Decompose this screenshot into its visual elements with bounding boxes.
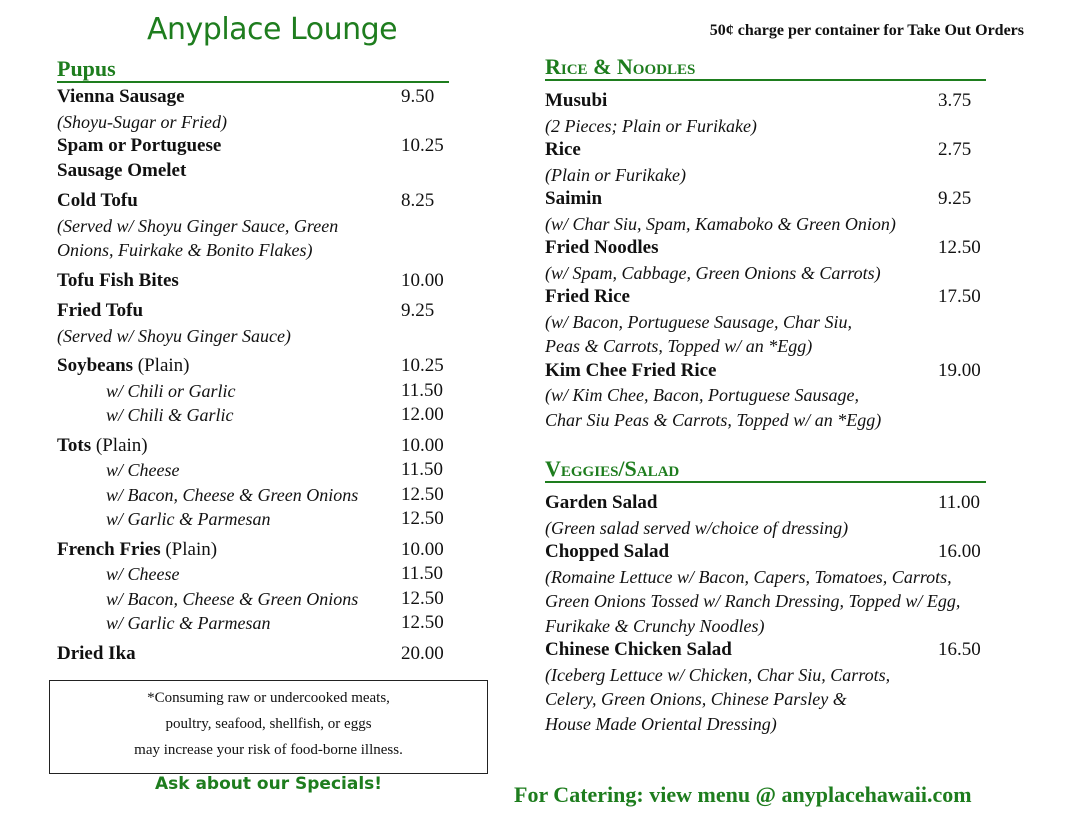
menu-item-soybeans	[57, 354, 449, 428]
menu-item-chinese-chicken-salad	[545, 638, 986, 736]
option-price: 11.50	[401, 379, 444, 401]
item-name: Saimin	[545, 188, 603, 209]
item-option	[57, 483, 449, 508]
item-price: 19.00	[938, 359, 981, 381]
menu-item-cold-tofu	[57, 189, 449, 263]
item-note: (Plain)	[91, 434, 148, 456]
item-description: (w/ Spam, Cabbage, Green Onions & Carrots)	[545, 262, 881, 283]
item-description-line2: Onions, Fuirkake & Bonito Flakes)	[57, 240, 313, 260]
option-price: 12.50	[401, 483, 444, 505]
menu-item-fried-noodles	[545, 236, 986, 285]
item-name: Rice	[545, 139, 581, 160]
item-price: 10.00	[401, 269, 444, 291]
item-name-line2: Sausage Omelet	[57, 159, 187, 181]
item-price: 9.50	[401, 86, 435, 107]
item-name: Tots	[57, 434, 92, 456]
item-price: 11.00	[938, 492, 981, 513]
menu-item-rice	[545, 138, 986, 187]
item-price: 9.25	[938, 188, 972, 209]
item-note: (Plain)	[133, 355, 190, 376]
restaurant-title: Anyplace Lounge	[147, 12, 398, 47]
item-price: 10.00	[401, 434, 444, 456]
menu-item-fried-tofu	[57, 299, 449, 348]
option-name: w/ Bacon, Cheese & Green Onions	[106, 484, 359, 505]
item-description: (Shoyu-Sugar or Fried)	[57, 111, 227, 132]
item-name: Fried Rice	[545, 286, 630, 307]
item-description-line2: Peas & Carrots, Topped w/ an *Egg)	[545, 336, 813, 356]
item-description: (Plain or Furikake)	[545, 164, 686, 185]
option-name: w/ Bacon, Cheese & Green Onions	[106, 588, 359, 609]
item-name: Chinese Chicken Salad	[545, 639, 732, 660]
item-price: 17.50	[938, 286, 981, 307]
item-option	[57, 562, 449, 587]
item-option	[57, 403, 449, 428]
item-name: Garden Salad	[545, 492, 658, 513]
item-description: (Iceberg Lettuce w/ Chicken, Char Siu, Carrots,	[545, 664, 891, 685]
pupus-column	[57, 58, 449, 666]
menu-item-tots	[57, 434, 449, 532]
menu-item-vienna-sausage	[57, 85, 449, 134]
item-price: 10.00	[401, 538, 444, 560]
option-price: 12.00	[401, 404, 444, 425]
item-description-line2: Celery, Green Onions, Chinese Parsley &	[545, 689, 847, 709]
option-name: w/ Chili or Garlic	[106, 380, 236, 401]
item-name: Vienna Sausage	[57, 86, 185, 107]
item-price: 2.75	[938, 139, 972, 160]
menu-item-tofu-fish-bites	[57, 269, 449, 294]
menu-item-dried-ika	[57, 642, 449, 667]
item-name: French Fries	[57, 538, 161, 560]
item-description: (Served w/ Shoyu Ginger Sauce, Green	[57, 215, 339, 236]
item-name: Cold Tofu	[57, 190, 138, 211]
item-description: (Green salad served w/choice of dressing)	[545, 517, 849, 538]
item-option	[57, 507, 449, 532]
item-description: (Served w/ Shoyu Ginger Sauce)	[57, 325, 291, 346]
item-description-line3: Furikake & Crunchy Noodles)	[545, 615, 765, 636]
item-price: 20.00	[401, 642, 444, 664]
item-description-line2: Char Siu Peas & Carrots, Topped w/ an *Egg)	[545, 409, 882, 430]
item-name: Spam or Portuguese	[57, 135, 222, 156]
option-price: 11.50	[401, 459, 444, 480]
item-name: Musubi	[545, 90, 608, 111]
item-name: Fried Tofu	[57, 300, 144, 321]
item-option	[57, 458, 449, 483]
item-price: 10.25	[401, 135, 444, 156]
item-description: (w/ Bacon, Portuguese Sausage, Char Siu,	[545, 311, 852, 332]
item-description: (w/ Kim Chee, Bacon, Portuguese Sausage,	[545, 385, 859, 405]
item-option	[57, 611, 449, 636]
item-price: 16.50	[938, 639, 981, 660]
menu-item-french-fries	[57, 538, 449, 636]
menu-item-musubi	[545, 89, 986, 138]
item-price: 16.00	[938, 541, 981, 562]
item-description: (2 Pieces; Plain or Furikake)	[545, 115, 757, 136]
pupus-heading: Pupus	[57, 58, 449, 83]
takeout-note: 50¢ charge per container for Take Out Orders	[709, 22, 1024, 39]
item-name: Kim Chee Fried Rice	[545, 359, 717, 381]
menu-item-spam-omelet	[57, 134, 449, 183]
item-note: (Plain)	[160, 538, 218, 560]
rice-noodles-heading: Rice & Noodles	[545, 56, 986, 81]
item-name: Chopped Salad	[545, 541, 670, 562]
item-price: 12.50	[938, 237, 981, 258]
item-description-line3: House Made Oriental Dressing)	[545, 713, 777, 734]
option-price: 12.50	[401, 587, 444, 609]
menu-item-chopped-salad	[545, 540, 986, 638]
veggies-salad-heading: Veggies/Salad	[545, 458, 986, 483]
item-description: (w/ Char Siu, Spam, Kamaboko & Green Onion)	[545, 213, 896, 234]
food-safety-notice	[49, 680, 488, 774]
menu-item-fried-rice	[545, 285, 986, 359]
item-name: Dried Ika	[57, 642, 136, 664]
item-option	[57, 379, 449, 404]
option-name: w/ Cheese	[106, 564, 180, 584]
option-name: w/ Cheese	[106, 460, 180, 480]
rice-noodles-column	[545, 56, 986, 736]
option-name: w/ Garlic & Parmesan	[106, 613, 271, 633]
option-name: w/ Chili & Garlic	[106, 405, 234, 425]
item-description-line2: Green Onions Tossed w/ Ranch Dressing, Topped w/ Egg,	[545, 591, 961, 611]
item-price: 9.25	[401, 300, 435, 321]
item-name: Soybeans	[57, 355, 134, 376]
notice-line: may increase your risk of food-borne illness.	[134, 742, 403, 758]
item-price: 10.25	[401, 355, 444, 376]
item-name: Fried Noodles	[545, 237, 659, 258]
menu-item-saimin	[545, 187, 986, 236]
notice-line: poultry, seafood, shellfish, or eggs	[165, 716, 372, 732]
item-name: Tofu Fish Bites	[57, 269, 179, 291]
item-option	[57, 587, 449, 612]
item-price: 3.75	[938, 90, 972, 111]
option-name: w/ Garlic & Parmesan	[106, 509, 271, 529]
notice-line: *Consuming raw or undercooked meats,	[147, 690, 390, 706]
option-price: 12.50	[401, 508, 444, 529]
option-price: 12.50	[401, 612, 444, 633]
catering-link[interactable]: For Catering: view menu @ anyplacehawaii.com	[514, 782, 972, 807]
option-price: 11.50	[401, 563, 444, 584]
item-price: 8.25	[401, 190, 435, 211]
specials-callout: Ask about our Specials!	[154, 774, 383, 794]
menu-item-garden-salad	[545, 491, 986, 540]
item-description: (Romaine Lettuce w/ Bacon, Capers, Tomatoes, Carrots,	[545, 566, 952, 587]
menu-item-kim-chee-fried-rice	[545, 359, 986, 433]
